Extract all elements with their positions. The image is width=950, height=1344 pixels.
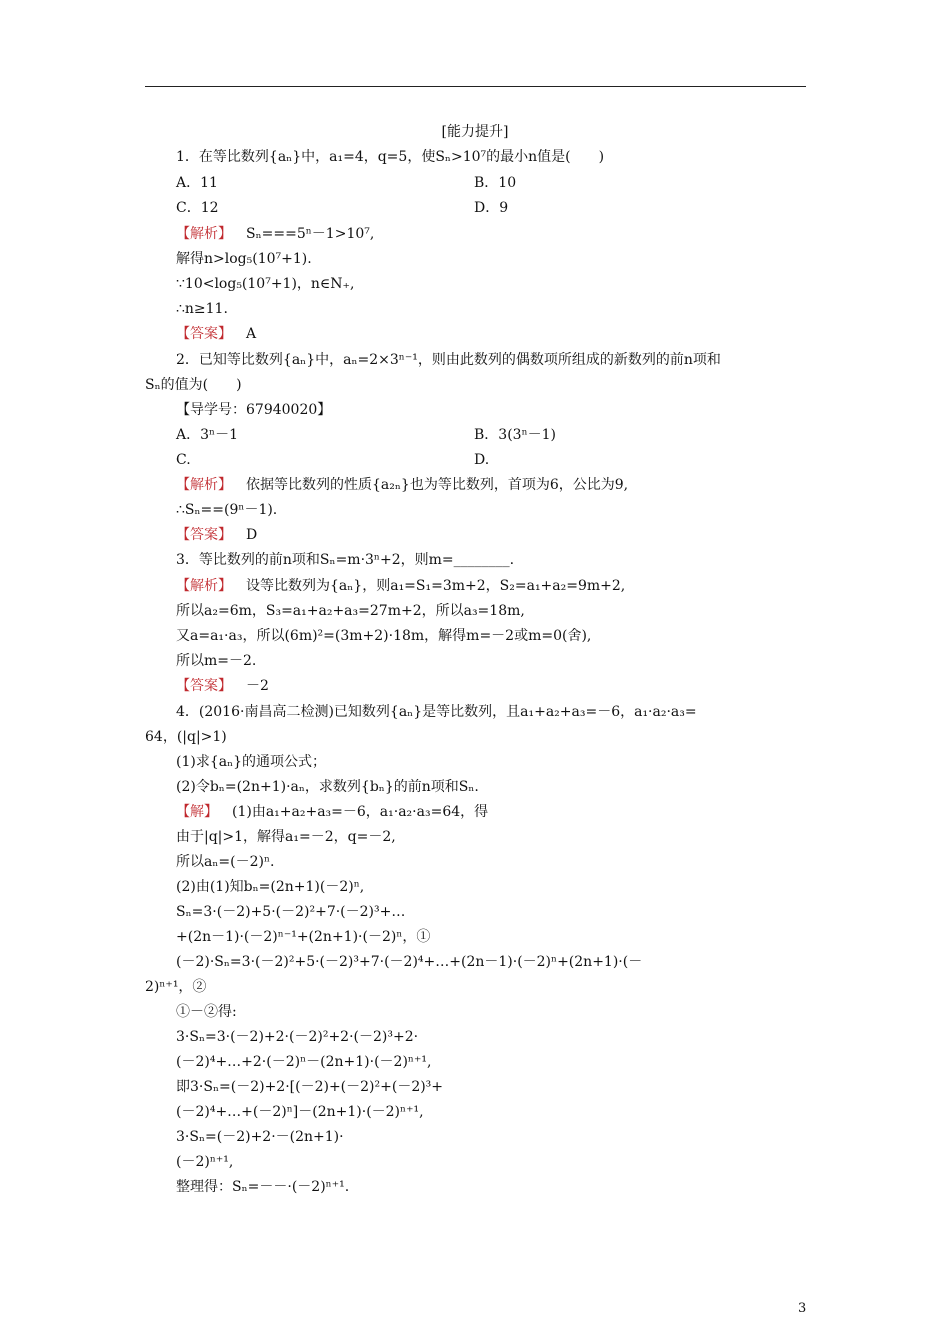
q4-solution-line: (－2)⁴+…+2·(－2)ⁿ－(2n+1)·(－2)ⁿ⁺¹,: [176, 1054, 432, 1070]
q4-solution-line: 2)ⁿ⁺¹，②: [145, 979, 207, 995]
q4-solution-line: 所以aₙ=(－2)ⁿ.: [176, 854, 275, 870]
q4-solution-1: [176, 802, 488, 822]
q2-stem-1: 2．已知等比数列{aₙ}中，aₙ=2×3ⁿ⁻¹，则由此数列的偶数项所组成的新数列的前n项和: [176, 352, 721, 368]
q2-options-row2: [176, 450, 490, 470]
q2-answer-tag: 【答案】: [176, 527, 232, 543]
q3-answer: [176, 676, 269, 696]
q2-options-row1: [176, 425, 556, 445]
q4-solution-line: (－2)·Sₙ=3·(－2)²+5·(－2)³+7·(－2)⁴+…+(2n－1)·(－2)ⁿ+(2n+1)·(－: [176, 954, 643, 970]
q1-options-row2: [176, 198, 509, 218]
q4-solution-line: ①－②得:: [176, 1004, 237, 1020]
q3-answer-value: －2: [246, 678, 269, 694]
q4-solution-line: 3·Sₙ=(－2)+2·－(2n+1)·: [176, 1129, 344, 1145]
q1-option-c: C．12: [176, 200, 219, 216]
q4-stem-1: 4．(2016·南昌高二检测)已知数列{aₙ}是等比数列，且a₁+a₂+a₃=－6，a₁·a₂·a₃=: [176, 704, 697, 720]
q1-option-a: A．11: [176, 175, 218, 191]
q1-stem: 1．在等比数列{aₙ}中，a₁=4，q=5，使Sₙ>10⁷的最小n值是( ): [176, 149, 605, 165]
q1-analysis-1: [176, 224, 374, 244]
q4-solution-line: +(2n－1)·(－2)ⁿ⁻¹+(2n+1)·(－2)ⁿ，①: [176, 929, 431, 945]
page-number: 3: [798, 1301, 807, 1316]
q3-analysis-text: 设等比数列为{aₙ}，则a₁=S₁=3m+2，S₂=a₁+a₂=9m+2,: [246, 578, 626, 594]
q1-analysis-text: Sₙ===5ⁿ－1>10⁷,: [246, 226, 375, 242]
q1-option-d: D．9: [474, 200, 509, 216]
q2-answer-value: D: [246, 527, 258, 543]
q1-analysis-tag: 【解析】: [176, 226, 232, 242]
q1-option-b: B．10: [474, 175, 517, 191]
q4-part-1: (1)求{aₙ}的通项公式；: [176, 754, 327, 770]
q2-analysis-tag: 【解析】: [176, 477, 232, 493]
q4-solution-line: 整理得：Sₙ=－－·(－2)ⁿ⁺¹.: [176, 1179, 350, 1195]
q3-analysis-1: [176, 576, 625, 596]
q4-solution-line: (－2)ⁿ⁺¹,: [176, 1154, 234, 1170]
q2-option-c: C.: [176, 452, 191, 468]
section-title: [能力提升]: [441, 124, 509, 140]
q4-solution-line: 由于|q|>1，解得a₁=－2，q=－2,: [176, 829, 396, 845]
q2-analysis-1: [176, 475, 628, 495]
q1-answer: [176, 324, 256, 344]
q3-analysis-tag: 【解析】: [176, 578, 232, 594]
q2-analysis-text: 依据等比数列的性质{a₂ₙ}也为等比数列，首项为6，公比为9,: [246, 477, 629, 493]
q1-answer-value: A: [246, 326, 257, 342]
q1-analysis-2: 解得n>log₅(10⁷+1).: [176, 251, 312, 267]
q1-options-row1: [176, 173, 517, 193]
q4-solution-tag: 【解】: [176, 804, 218, 820]
q3-analysis-3: 又a=a₁·a₃，所以(6m)²=(3m+2)·18m，解得m=－2或m=0(舍),: [176, 628, 592, 644]
q4-part-2: (2)令bₙ=(2n+1)·aₙ，求数列{bₙ}的前n项和Sₙ.: [176, 779, 479, 795]
q1-analysis-4: ∴n≥11.: [176, 301, 228, 317]
q4-solution-line: (2)由(1)知bₙ=(2n+1)(－2)ⁿ,: [176, 879, 365, 895]
q3-answer-tag: 【答案】: [176, 678, 232, 694]
q3-analysis-4: 所以m=－2.: [176, 653, 257, 669]
q4-solution-line: 3·Sₙ=3·(－2)+2·(－2)²+2·(－2)³+2·: [176, 1029, 419, 1045]
q4-stem-2: 64，(|q|>1): [145, 729, 227, 745]
q2-answer: [176, 525, 257, 545]
q4-solution-line: 即3·Sₙ=(－2)+2·[(－2)+(－2)²+(－2)³+: [176, 1079, 444, 1095]
q2-option-a: A．3ⁿ－1: [176, 427, 238, 443]
q2-stem-2: Sₙ的值为( ): [145, 377, 242, 393]
q2-guide-number: 【导学号：67940020】: [176, 402, 332, 418]
q2-option-b: B．3(3ⁿ－1): [474, 427, 556, 443]
q3-stem: 3．等比数列的前n项和Sₙ=m·3ⁿ+2，则m=________.: [176, 552, 515, 568]
header-rule: [145, 86, 806, 87]
q4-solution-line: (－2)⁴+…+(－2)ⁿ]－(2n+1)·(－2)ⁿ⁺¹,: [176, 1104, 424, 1120]
q4-solution-line: Sₙ=3·(－2)+5·(－2)²+7·(－2)³+…: [176, 904, 406, 920]
q2-analysis-2: ∴Sₙ==(9ⁿ－1).: [176, 502, 278, 518]
q1-answer-tag: 【答案】: [176, 326, 232, 342]
q4-solution-text: (1)由a₁+a₂+a₃=－6，a₁·a₂·a₃=64，得: [232, 804, 489, 820]
q3-analysis-2: 所以a₂=6m，S₃=a₁+a₂+a₃=27m+2，所以a₃=18m,: [176, 603, 525, 619]
q1-analysis-3: ∵10<log₅(10⁷+1)，n∈N₊,: [176, 276, 355, 292]
q2-option-d: D.: [474, 452, 490, 468]
